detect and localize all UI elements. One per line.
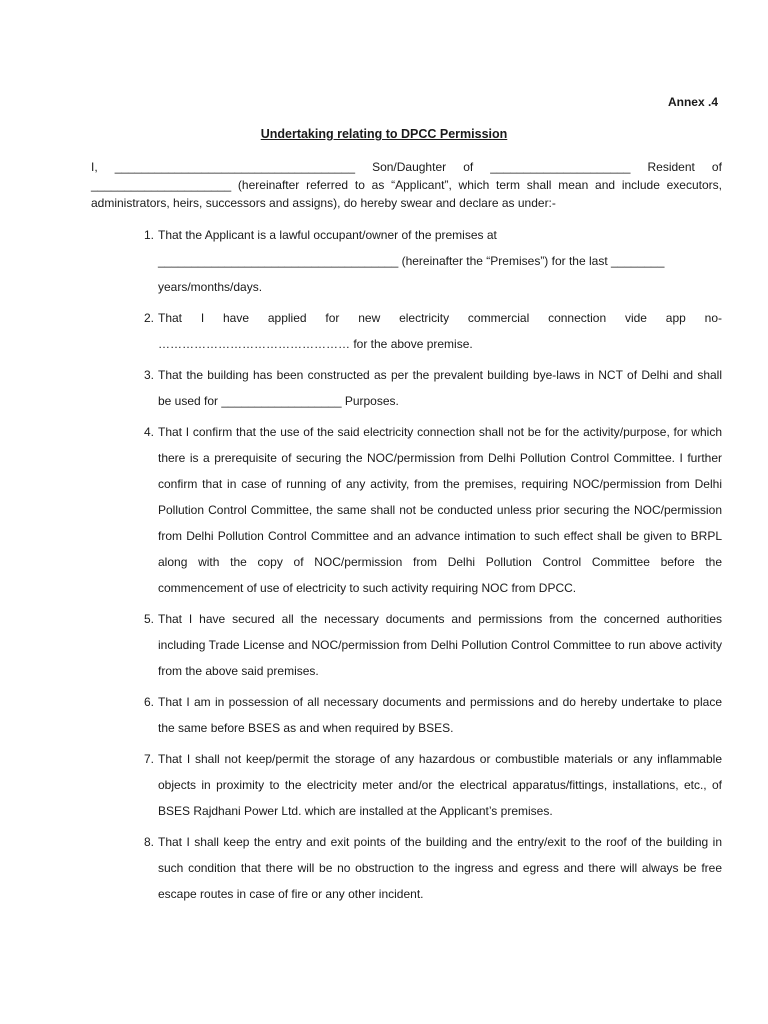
list-item-line: ………………………………………… for the above premise.: [158, 337, 473, 351]
list-item: [91, 305, 722, 357]
intro-word: of: [711, 160, 722, 174]
list-item-text: [158, 305, 722, 357]
list-item-text: That I am in possession of all necessary documents and permissions and do hereby undertake to place the same before BSES as and when required by BSES.: [158, 695, 722, 735]
list-item-text: [158, 222, 722, 300]
intro-line-3: administrators, heirs, successors and assigns), do hereby swear and declare as under:-: [91, 196, 556, 210]
intro-word: Son/Daughter: [372, 160, 447, 174]
declaration-list: [91, 222, 722, 912]
list-item-number: 4.: [143, 425, 154, 439]
list-item-text: That the building has been constructed as per the prevalent building bye-laws in NCT of Delhi and shall be used for __________________ Purposes.: [158, 368, 722, 408]
list-item: [91, 746, 722, 824]
list-item-number: 3.: [143, 368, 154, 382]
list-item-number: 8.: [143, 835, 154, 849]
list-item-text: That I have secured all the necessary documents and permissions from the concerned authorities including Trade License and NOC/permission from Delhi Pollution Control Committee to run above activity from the above said premises.: [158, 612, 722, 678]
list-item-text: That I confirm that the use of the said electricity connection shall not be for the activity/purpose, for which there is a prerequisite of securing the NOC/permission from Delhi Pollution Control Committee. I further confirm that in case of running of any activity, from the premises, requiring NOC/permission from Delhi Pollution Control Committee, the same shall not be conducted unless prior securing the NOC/permission from Delhi Pollution Control Committee and an advance intimation to such effect shall be given to BRPL along with the copy of NOC/permission from Delhi Pollution Control Committee before the commencement of use of electricity to such activity requiring NOC from DPCC.: [158, 425, 722, 595]
list-item-number: 2.: [143, 311, 154, 325]
list-item: [91, 222, 722, 300]
list-item-number: 5.: [143, 612, 154, 626]
intro-line-2: _____________________ (hereinafter referred to as “Applicant”, which term shall mean and include executors,: [91, 178, 722, 192]
list-item-text: That I shall keep the entry and exit points of the building and the entry/exit to the roof of the building in such condition that there will be no obstruction to the ingress and egress and there will always be free escape routes in case of fire or any other incident.: [158, 835, 722, 901]
list-item: [91, 606, 722, 684]
list-item: [91, 689, 722, 741]
list-item-number: 7.: [143, 752, 154, 766]
list-item-number: 6.: [143, 695, 154, 709]
name-blank: ____________________________________: [114, 160, 355, 174]
list-item-line: That the Applicant is a lawful occupant/owner of the premises at: [158, 228, 497, 242]
list-item-line: years/months/days.: [158, 280, 263, 294]
list-item: [91, 362, 722, 414]
intro-word: Resident: [647, 160, 695, 174]
list-item-number: 1.: [143, 228, 154, 242]
annex-label: Annex .4: [667, 95, 718, 109]
parent-name-blank: _____________________: [490, 160, 631, 174]
intro-word: I,: [91, 160, 98, 174]
list-item: [91, 419, 722, 601]
list-item: [91, 829, 722, 907]
intro-paragraph: [91, 158, 722, 212]
list-item-line: ____________________________________ (hereinafter the “Premises”) for the last ________: [158, 254, 665, 268]
document-title: Undertaking relating to DPCC Permission: [260, 127, 508, 141]
list-item-text: That I shall not keep/permit the storage of any hazardous or combustible materials or any inflammable objects in proximity to the electricity meter and/or the electrical apparatus/fittings, installations, etc., of BSES Rajdhani Power Ltd. which are installed at the Applicant’s premises.: [158, 752, 722, 818]
intro-line-1: [91, 158, 722, 176]
list-item-line: That I have applied for new electricity commercial connection vide app no-: [158, 311, 722, 325]
intro-word: of: [463, 160, 474, 174]
